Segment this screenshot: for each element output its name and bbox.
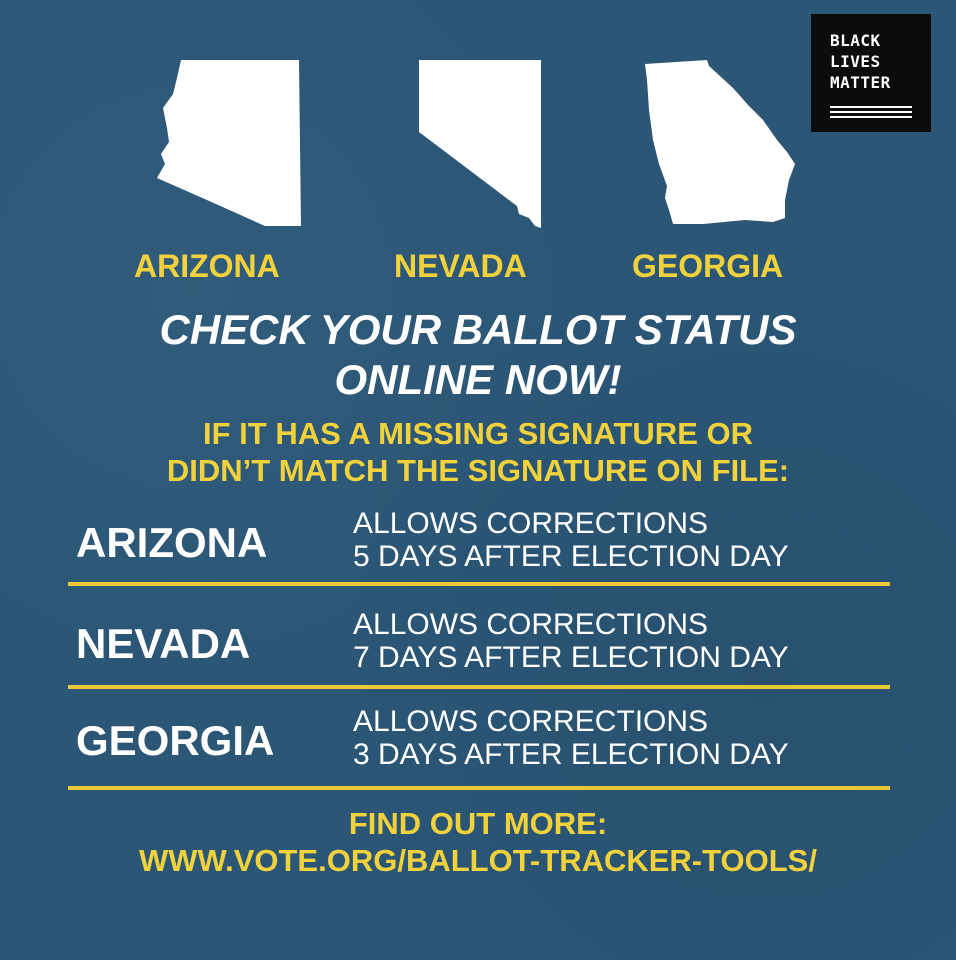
- rule-line-2: 3 DAYS AFTER ELECTION DAY: [353, 738, 789, 771]
- logo-line-2: LIVES: [830, 52, 881, 71]
- rule-info-nevada: [353, 608, 789, 674]
- rule-state-nevada: NEVADA: [76, 620, 251, 667]
- arizona-map-icon: [155, 58, 301, 226]
- rule-line-2: 7 DAYS AFTER ELECTION DAY: [353, 641, 789, 674]
- rule-row-georgia: [0, 703, 956, 783]
- rule-line-1: ALLOWS CORRECTIONS: [353, 705, 709, 738]
- rule-line-1: ALLOWS CORRECTIONS: [353, 608, 709, 641]
- subhead-line-1: IF IT HAS A MISSING SIGNATURE OR: [203, 416, 753, 451]
- rule-state-arizona: ARIZONA: [76, 519, 268, 566]
- logo-line-3: MATTER: [830, 73, 891, 92]
- find-out-more-label: FIND OUT MORE:: [348, 806, 608, 841]
- georgia-map-icon: [645, 60, 795, 224]
- logo-line-1: BLACK: [830, 31, 881, 50]
- divider-line: [68, 786, 890, 790]
- divider-line: [68, 582, 890, 586]
- rule-row-arizona: [0, 505, 956, 585]
- rule-state-georgia: GEORGIA: [76, 717, 275, 764]
- headline-line-1: CHECK YOUR BALLOT STATUS: [159, 306, 797, 353]
- divider-line: [68, 685, 890, 689]
- subhead-line-2: DIDN’T MATCH THE SIGNATURE ON FILE:: [166, 453, 790, 488]
- nevada-map-icon: [419, 58, 541, 228]
- rule-row-nevada: [0, 606, 956, 686]
- state-label-nevada: NEVADA: [394, 248, 527, 284]
- state-label-arizona: ARIZONA: [134, 248, 280, 284]
- rule-line-2: 5 DAYS AFTER ELECTION DAY: [353, 540, 789, 573]
- headline-line-2: ONLINE NOW!: [334, 356, 622, 403]
- rule-line-1: ALLOWS CORRECTIONS: [353, 507, 709, 540]
- vote-org-url: WWW.VOTE.ORG/BALLOT-TRACKER-TOOLS/: [139, 843, 817, 878]
- rule-info-arizona: [353, 507, 789, 573]
- logo-bars: [830, 103, 912, 118]
- state-label-georgia: GEORGIA: [632, 248, 784, 284]
- rule-info-georgia: [353, 705, 789, 771]
- black-lives-matter-logo: [811, 14, 931, 132]
